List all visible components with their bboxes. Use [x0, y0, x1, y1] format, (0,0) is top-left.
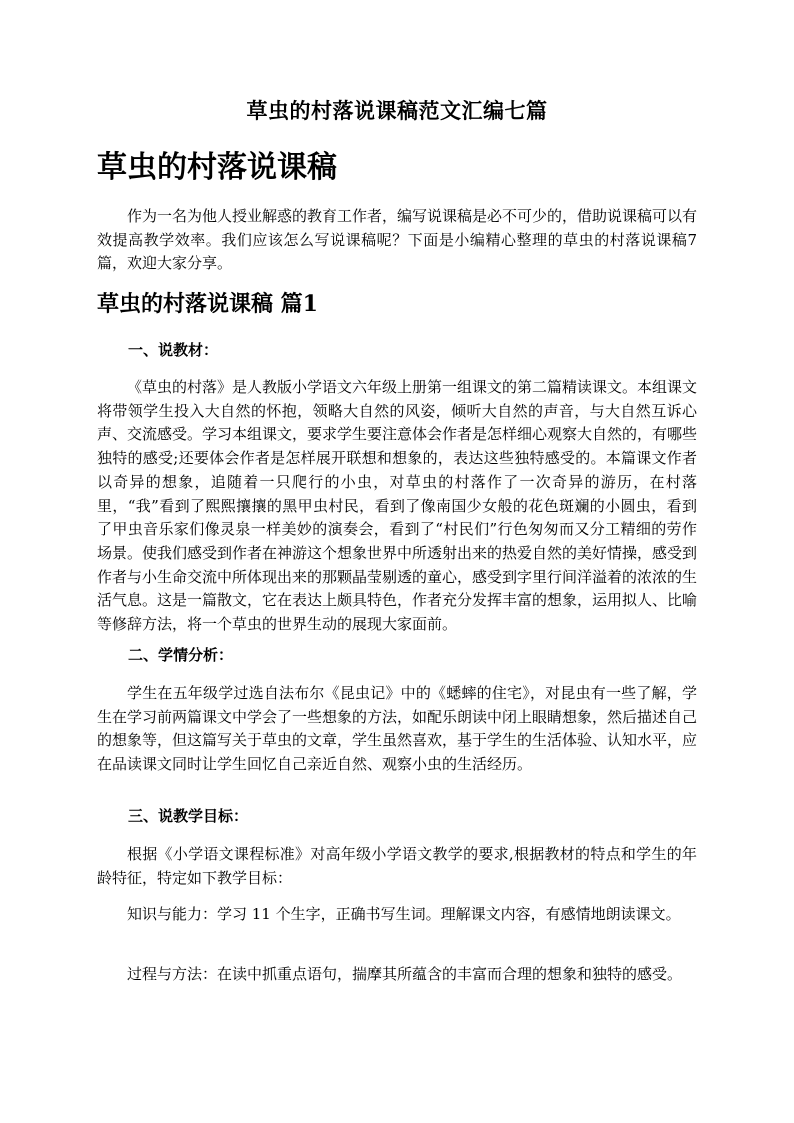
document-title: 草虫的村落说课稿范文汇编七篇: [246, 98, 548, 123]
paragraph-student-analysis: 学生在五年级学过选自法布尔《昆虫记》中的《蟋蟀的住宅》，对昆虫有一些了解，学生在学习前两篇课文中学会了一些想象的方法，如配乐朗读中闭上眼睛想象，然后描述自己的想象等，但这篇写关于草虫的文章，学生虽然喜欢，基于学生的生活体验、认知水平，应在品读课文同时让学生回忆自己亲近自然、观察小虫的生活经历。: [97, 684, 698, 774]
paragraph-teaching-material: 《草虫的村落》是人教版小学语文六年级上册第一组课文的第二篇精读课文。本组课文将带领学生投入大自然的怀抱，领略大自然的风姿，倾听大自然的声音，与大自然互诉心声、交流感受。学习本组课文，要求学生要注意体会作者是怎样细心观察大自然的，有哪些独特的感受;还要体会作者是怎样展开联想和想象的，表达这些独特感受的。本篇课文作者以奇异的想象，追随着一只爬行的小虫，对草虫的村落作了一次奇异的游历，在村落里，“我”看到了熙熙攘攘的黑甲虫村民，看到了像南国少女般的花色斑斓的小圆虫，看到了甲虫音乐家们像灵泉一样美妙的演奏会，看到了“村民们”行色匆匆而又分工精细的劳作场景。使我们感受到作者在神游这个想象世界中所透射出来的热爱自然的美好情操，感受到作者与小生命交流中所体现出来的那颗晶莹剔透的童心，感受到字里行间洋溢着的浓浓的生活气息。这是一篇散文，它在表达上颇具特色，作者充分发挥丰富的想象，运用拟人、比喻等修辞方法，将一个草虫的世界生动的展现大家面前。: [97, 378, 698, 634]
section-heading-teaching-goals: 三、说教学目标：: [128, 807, 249, 825]
paragraph-teaching-goals-intro: 根据《小学语文课程标准》对高年级小学语文教学的要求,根据教材的特点和学生的年龄特征，特定如下教学目标：: [97, 845, 697, 887]
paragraph-process-method: 过程与方法：在读中抓重点语句，揣摩其所蕴含的丰富而合理的想象和独特的感受。: [127, 965, 683, 983]
main-heading: 草虫的村落说课稿: [97, 150, 337, 185]
section-heading-student-analysis: 二、学情分析：: [128, 646, 234, 664]
paragraph-knowledge-ability: 知识与能力：学习 11 个生字，正确书写生词。理解课文内容，有感情地朗读课文。: [127, 905, 681, 923]
article-heading: 草虫的村落说课稿 篇1: [97, 291, 318, 317]
intro-paragraph: 作为一名为他人授业解惑的教育工作者，编写说课稿是必不可少的，借助说课稿可以有效提高教学效率。我们应该怎么写说课稿呢？下面是小编精心整理的草虫的村落说课稿7篇，欢迎大家分享。: [97, 207, 698, 273]
section-heading-teaching-material: 一、说教材：: [128, 341, 219, 359]
